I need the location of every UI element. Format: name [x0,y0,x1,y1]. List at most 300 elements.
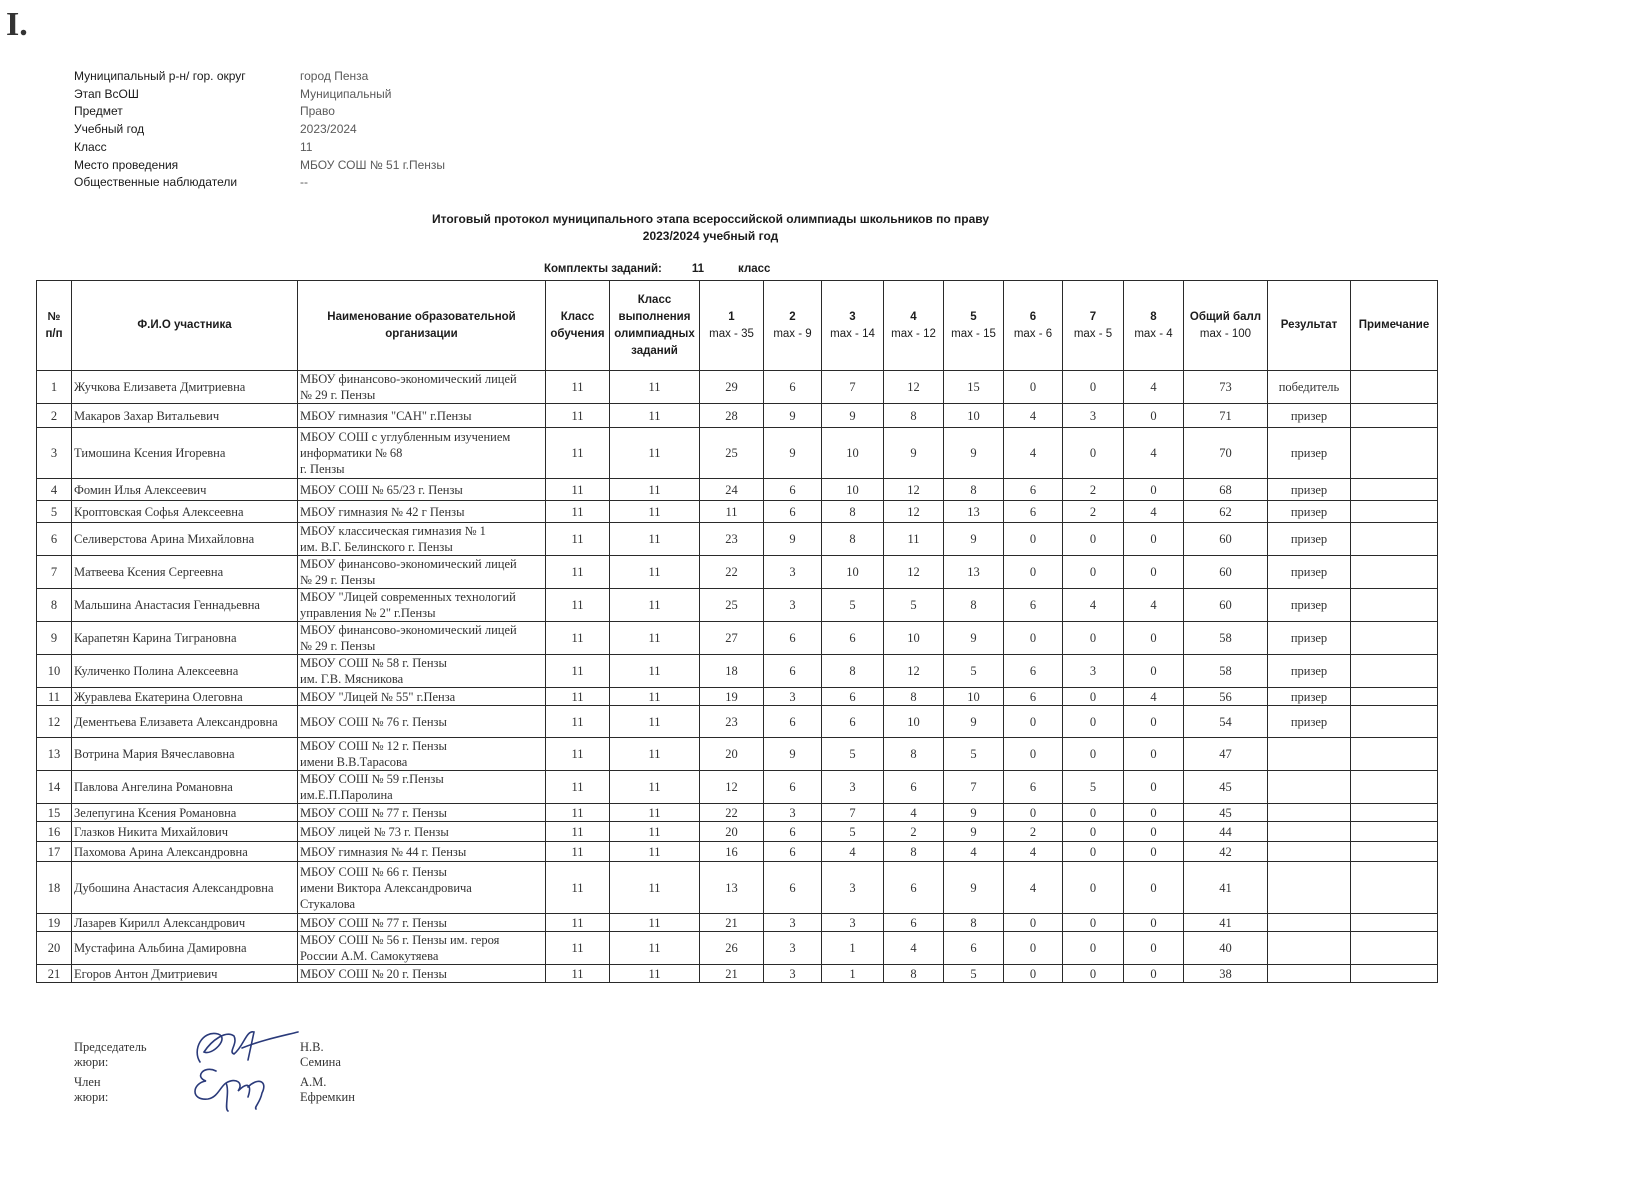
task-2-score: 6 [764,479,822,501]
page-corner-mark: I. [6,6,28,43]
task-1-score: 20 [700,822,764,842]
task-6-score: 6 [1004,771,1063,804]
column-header-task-3 [822,281,884,371]
participant-name: Пахомова Арина Александровна [72,842,298,862]
total-score: 41 [1184,914,1268,932]
column-header-task-6-line: max - 6 [1013,327,1053,340]
organization-name [298,655,546,688]
organization-name [298,371,546,404]
signature-role: Член жюри: [74,1075,109,1104]
column-header-task-5 [944,281,1004,371]
organization-line: им. В.Г. Белинского г. Пензы [300,540,453,554]
task-8-score: 0 [1124,655,1184,688]
participant-name: Макаров Захар Витальевич [72,404,298,428]
participant-name: Мальшина Анастасия Геннадьевна [72,589,298,622]
organization-line: МБОУ гимназия № 44 г. Пензы [300,844,467,859]
note-cell [1351,479,1438,501]
participant-name: Зелепугина Ксения Романовна [72,804,298,822]
task-7-score: 3 [1063,404,1124,428]
column-header-task-grade-line: заданий [631,344,678,357]
task-2-score: 6 [764,771,822,804]
result-cell: призер [1268,556,1351,589]
meta-label: Общественные наблюдатели [74,175,238,190]
total-score: 40 [1184,932,1268,965]
participant-name: Глазков Никита Михайлович [72,822,298,842]
participant-name: Куличенко Полина Алексеевна [72,655,298,688]
column-header-task-7 [1063,281,1124,371]
column-header-task-2-line: max - 9 [773,327,812,340]
column-header-total-line: max - 100 [1199,327,1252,340]
task-2-score: 6 [764,655,822,688]
task-7-score: 0 [1063,822,1124,842]
organization-name [298,804,546,822]
task-5-score: 15 [944,371,1004,404]
task-6-score: 6 [1004,479,1063,501]
task-3-score: 3 [822,862,884,914]
task-2-score: 3 [764,556,822,589]
task-4-score: 2 [884,822,944,842]
total-score: 58 [1184,655,1268,688]
column-header-name [72,281,298,371]
task-1-score: 25 [700,428,764,479]
task-5-score: 6 [944,932,1004,965]
task-grade-cell: 11 [610,822,700,842]
result-cell: призер [1268,589,1351,622]
meta-value: 2023/2024 [300,122,357,137]
result-cell: победитель [1268,371,1351,404]
meta-row [74,139,445,157]
task-5-score: 5 [944,655,1004,688]
task-3-score: 6 [822,706,884,738]
grade-cell: 11 [546,706,610,738]
total-score: 60 [1184,523,1268,556]
row-number: 9 [37,622,72,655]
table-row [37,523,1438,556]
task-5-score: 9 [944,523,1004,556]
column-header-note [1351,281,1438,371]
row-number: 10 [37,655,72,688]
row-number: 11 [37,688,72,706]
participant-name: Кроптовская Софья Алексеевна [72,501,298,523]
column-header-task-4-line: 4 [910,310,917,323]
organization-line: № 29 г. Пензы [300,388,376,402]
table-row [37,428,1438,479]
participant-name: Дубошина Анастасия Александровна [72,862,298,914]
task-8-score: 0 [1124,738,1184,771]
row-number: 19 [37,914,72,932]
column-header-grade-line: Класс [560,310,595,323]
task-6-score: 0 [1004,523,1063,556]
meta-row [74,157,445,175]
organization-line: МБОУ гимназия № 42 г Пензы [300,504,465,519]
organization-line: МБОУ СОШ № 77 г. Пензы [300,805,447,820]
total-score: 58 [1184,622,1268,655]
organization-name [298,706,546,738]
organization-line: МБОУ "Лицей современных технологий [300,590,516,604]
task-4-score: 8 [884,965,944,983]
participant-name: Карапетян Карина Тиграновна [72,622,298,655]
task-1-score: 29 [700,371,764,404]
organization-line: МБОУ СОШ с углубленным изучением [300,430,511,444]
document-metadata [74,68,445,192]
row-number: 7 [37,556,72,589]
task-2-score: 6 [764,842,822,862]
table-row [37,822,1438,842]
meta-value: Право [300,104,335,119]
table-row [37,738,1438,771]
result-cell [1268,862,1351,914]
organization-name [298,556,546,589]
column-header-task-6 [1004,281,1063,371]
task-1-score: 26 [700,932,764,965]
column-header-total [1184,281,1268,371]
column-header-task-grade [610,281,700,371]
task-1-score: 23 [700,523,764,556]
result-cell [1268,842,1351,862]
task-grade-cell: 11 [610,862,700,914]
task-3-score: 6 [822,622,884,655]
task-7-score: 0 [1063,914,1124,932]
task-6-score: 0 [1004,556,1063,589]
note-cell [1351,371,1438,404]
result-cell [1268,804,1351,822]
task-2-score: 9 [764,738,822,771]
grade-cell: 11 [546,428,610,479]
organization-line: имени Виктора Александровича [300,880,472,895]
task-4-score: 8 [884,688,944,706]
handwritten-signature-member [182,1057,302,1113]
task-3-score: 9 [822,404,884,428]
organization-line: Стукалова [300,896,356,911]
task-5-score: 9 [944,822,1004,842]
note-cell [1351,428,1438,479]
table-row [37,842,1438,862]
row-number: 14 [37,771,72,804]
row-number: 13 [37,738,72,771]
task-grade-cell: 11 [610,589,700,622]
task-3-score: 10 [822,556,884,589]
task-7-score: 0 [1063,842,1124,862]
meta-value: город Пенза [300,69,369,83]
table-body [37,371,1438,983]
participant-name: Селиверстова Арина Михайловна [72,523,298,556]
organization-line: МБОУ гимназия "САН" г.Пензы [300,408,472,423]
organization-line: МБОУ классическая гимназия № 1 [300,524,486,538]
row-number: 16 [37,822,72,842]
protocol-title-line2: 2023/2024 учебный год [642,229,779,243]
result-cell: призер [1268,655,1351,688]
task-5-score: 8 [944,479,1004,501]
grade-cell: 11 [546,932,610,965]
task-7-score: 0 [1063,965,1124,983]
task-1-score: 25 [700,589,764,622]
task-8-score: 0 [1124,914,1184,932]
note-cell [1351,622,1438,655]
task-1-score: 24 [700,479,764,501]
task-8-score: 4 [1124,371,1184,404]
protocol-title-line1: Итоговый протокол муниципального этапа всероссийской олимпиады школьников по праву [431,212,990,226]
task-5-score: 13 [944,556,1004,589]
task-6-score: 0 [1004,965,1063,983]
column-header-organization-line: Наименование образовательной [327,310,516,323]
task-2-score: 6 [764,501,822,523]
column-header-note-line: Примечание [1358,319,1430,331]
table-row [37,965,1438,983]
participant-name: Вотрина Мария Вячеславовна [72,738,298,771]
row-number: 20 [37,932,72,965]
task-8-score: 0 [1124,622,1184,655]
note-cell [1351,842,1438,862]
task-4-score: 11 [884,523,944,556]
meta-label: Предмет [74,104,123,119]
organization-line: № 29 г. Пензы [300,573,376,587]
column-header-task-1 [700,281,764,371]
note-cell [1351,688,1438,706]
task-4-score: 12 [884,655,944,688]
total-score: 38 [1184,965,1268,983]
task-7-score: 0 [1063,862,1124,914]
task-6-score: 6 [1004,501,1063,523]
task-3-score: 6 [822,688,884,706]
task-grade-cell: 11 [610,842,700,862]
task-6-score: 0 [1004,932,1063,965]
column-header-task-8-line: max - 4 [1134,327,1173,340]
total-score: 60 [1184,556,1268,589]
task-7-score: 0 [1063,738,1124,771]
grade-cell: 11 [546,404,610,428]
organization-line: МБОУ СОШ № 58 г. Пензы [300,656,447,670]
task-1-score: 12 [700,771,764,804]
meta-row [74,103,445,121]
grade-cell: 11 [546,622,610,655]
result-cell: призер [1268,428,1351,479]
task-5-score: 8 [944,914,1004,932]
task-2-score: 6 [764,706,822,738]
task-8-score: 0 [1124,523,1184,556]
task-2-score: 3 [764,914,822,932]
task-1-score: 21 [700,965,764,983]
organization-name [298,914,546,932]
task-1-score: 16 [700,842,764,862]
task-2-score: 3 [764,932,822,965]
task-1-score: 21 [700,914,764,932]
participant-name: Фомин Илья Алексеевич [72,479,298,501]
task-2-score: 3 [764,804,822,822]
note-cell [1351,501,1438,523]
task-8-score: 0 [1124,842,1184,862]
organization-name [298,404,546,428]
grade-cell: 11 [546,914,610,932]
task-1-score: 13 [700,862,764,914]
task-5-score: 10 [944,688,1004,706]
organization-line: МБОУ СОШ № 66 г. Пензы [300,864,447,879]
row-number: 8 [37,589,72,622]
column-header-task-5-line: max - 15 [951,327,996,340]
note-cell [1351,822,1438,842]
task-7-score: 0 [1063,428,1124,479]
note-cell [1351,965,1438,983]
table-row [37,914,1438,932]
column-header-grade [546,281,610,371]
task-7-score: 0 [1063,622,1124,655]
participant-name: Жучкова Елизавета Дмитриевна [72,371,298,404]
organization-line: МБОУ СОШ № 65/23 г. Пензы [300,482,463,497]
participant-name: Павлова Ангелина Романовна [72,771,298,804]
task-5-score: 9 [944,862,1004,914]
column-header-task-7-line: max - 5 [1073,327,1113,340]
note-cell [1351,914,1438,932]
grade-cell: 11 [546,804,610,822]
task-4-score: 6 [884,862,944,914]
task-kits-label: Комплекты заданий: [544,263,662,275]
task-4-score: 6 [884,914,944,932]
organization-line: России А.М. Самокутяева [300,949,439,963]
meta-value: -- [300,175,308,190]
task-1-score: 23 [700,706,764,738]
column-header-task-grade-line: выполнения [618,310,691,323]
task-5-score: 4 [944,842,1004,862]
task-8-score: 4 [1124,501,1184,523]
task-3-score: 1 [822,932,884,965]
table-row [37,404,1438,428]
task-3-score: 3 [822,771,884,804]
task-8-score: 4 [1124,428,1184,479]
table-row [37,804,1438,822]
task-3-score: 5 [822,589,884,622]
grade-cell: 11 [546,862,610,914]
note-cell [1351,556,1438,589]
task-kits-suffix: класс [738,263,771,275]
task-4-score: 10 [884,622,944,655]
note-cell [1351,523,1438,556]
task-2-score: 3 [764,589,822,622]
table-row [37,688,1438,706]
task-6-score: 0 [1004,914,1063,932]
grade-cell: 11 [546,655,610,688]
task-grade-cell: 11 [610,706,700,738]
organization-name [298,589,546,622]
task-2-score: 3 [764,688,822,706]
meta-label: Муниципальный р-н/ гор. округ [74,69,246,83]
task-2-score: 9 [764,523,822,556]
row-number: 18 [37,862,72,914]
task-grade-cell: 11 [610,523,700,556]
table-row [37,862,1438,914]
column-header-task-8-line: 8 [1150,310,1157,323]
organization-line: им.Е.П.Паролина [300,788,393,802]
total-score: 44 [1184,822,1268,842]
organization-name [298,501,546,523]
task-3-score: 4 [822,842,884,862]
task-4-score: 8 [884,842,944,862]
task-1-score: 28 [700,404,764,428]
task-2-score: 6 [764,822,822,842]
meta-row [74,68,445,86]
participant-name: Тимошина Ксения Игоревна [72,428,298,479]
meta-value: МБОУ СОШ № 51 г.Пензы [300,157,446,172]
task-8-score: 0 [1124,932,1184,965]
meta-label: Место проведения [74,157,179,172]
task-1-score: 27 [700,622,764,655]
organization-name [298,622,546,655]
task-4-score: 12 [884,501,944,523]
task-2-score: 6 [764,862,822,914]
task-6-score: 0 [1004,371,1063,404]
task-8-score: 0 [1124,404,1184,428]
task-7-score: 0 [1063,688,1124,706]
organization-name [298,688,546,706]
column-header-task-4-line: max - 12 [891,327,936,340]
task-7-score: 0 [1063,706,1124,738]
row-number: 1 [37,371,72,404]
organization-line: МБОУ финансово-экономический лицей [300,372,517,386]
task-5-score: 7 [944,771,1004,804]
grade-cell: 11 [546,688,610,706]
result-cell [1268,965,1351,983]
row-number: 2 [37,404,72,428]
grade-cell: 11 [546,822,610,842]
column-header-result-line: Результат [1280,319,1338,331]
task-3-score: 10 [822,479,884,501]
grade-cell: 11 [546,842,610,862]
task-3-score: 5 [822,738,884,771]
task-grade-cell: 11 [610,738,700,771]
task-4-score: 4 [884,932,944,965]
meta-row [74,86,445,104]
organization-line: № 29 г. Пензы [300,639,376,653]
task-grade-cell: 11 [610,914,700,932]
task-grade-cell: 11 [610,428,700,479]
task-6-score: 0 [1004,622,1063,655]
organization-name [298,842,546,862]
task-6-score: 6 [1004,589,1063,622]
column-header-organization [298,281,546,371]
result-cell: призер [1268,706,1351,738]
column-header-number [37,281,72,371]
task-grade-cell: 11 [610,404,700,428]
column-header-organization-line: организации [385,327,458,340]
column-header-task-7-line: 7 [1089,310,1097,323]
task-5-score: 8 [944,589,1004,622]
task-5-score: 5 [944,965,1004,983]
task-grade-cell: 11 [610,371,700,404]
task-6-score: 6 [1004,655,1063,688]
participant-name: Дементьева Елизавета Александровна [72,706,298,738]
row-number: 12 [37,706,72,738]
note-cell [1351,706,1438,738]
task-5-score: 13 [944,501,1004,523]
column-header-result [1268,281,1351,371]
task-8-score: 0 [1124,479,1184,501]
protocol-title [0,211,1421,245]
organization-line: МБОУ СОШ № 76 г. Пензы [300,714,447,729]
table-row [37,479,1438,501]
task-4-score: 12 [884,556,944,589]
task-1-score: 11 [700,501,764,523]
task-4-score: 8 [884,404,944,428]
task-kits-line [544,263,770,275]
total-score: 41 [1184,862,1268,914]
column-header-number-line: п/п [45,327,63,340]
task-3-score: 8 [822,523,884,556]
column-header-grade-line: обучения [550,327,605,340]
column-header-task-grade-line: олимпиадных [614,327,695,340]
result-cell [1268,771,1351,804]
task-3-score: 8 [822,655,884,688]
column-header-task-1-line: max - 35 [709,327,754,340]
row-number: 17 [37,842,72,862]
task-7-score: 0 [1063,932,1124,965]
